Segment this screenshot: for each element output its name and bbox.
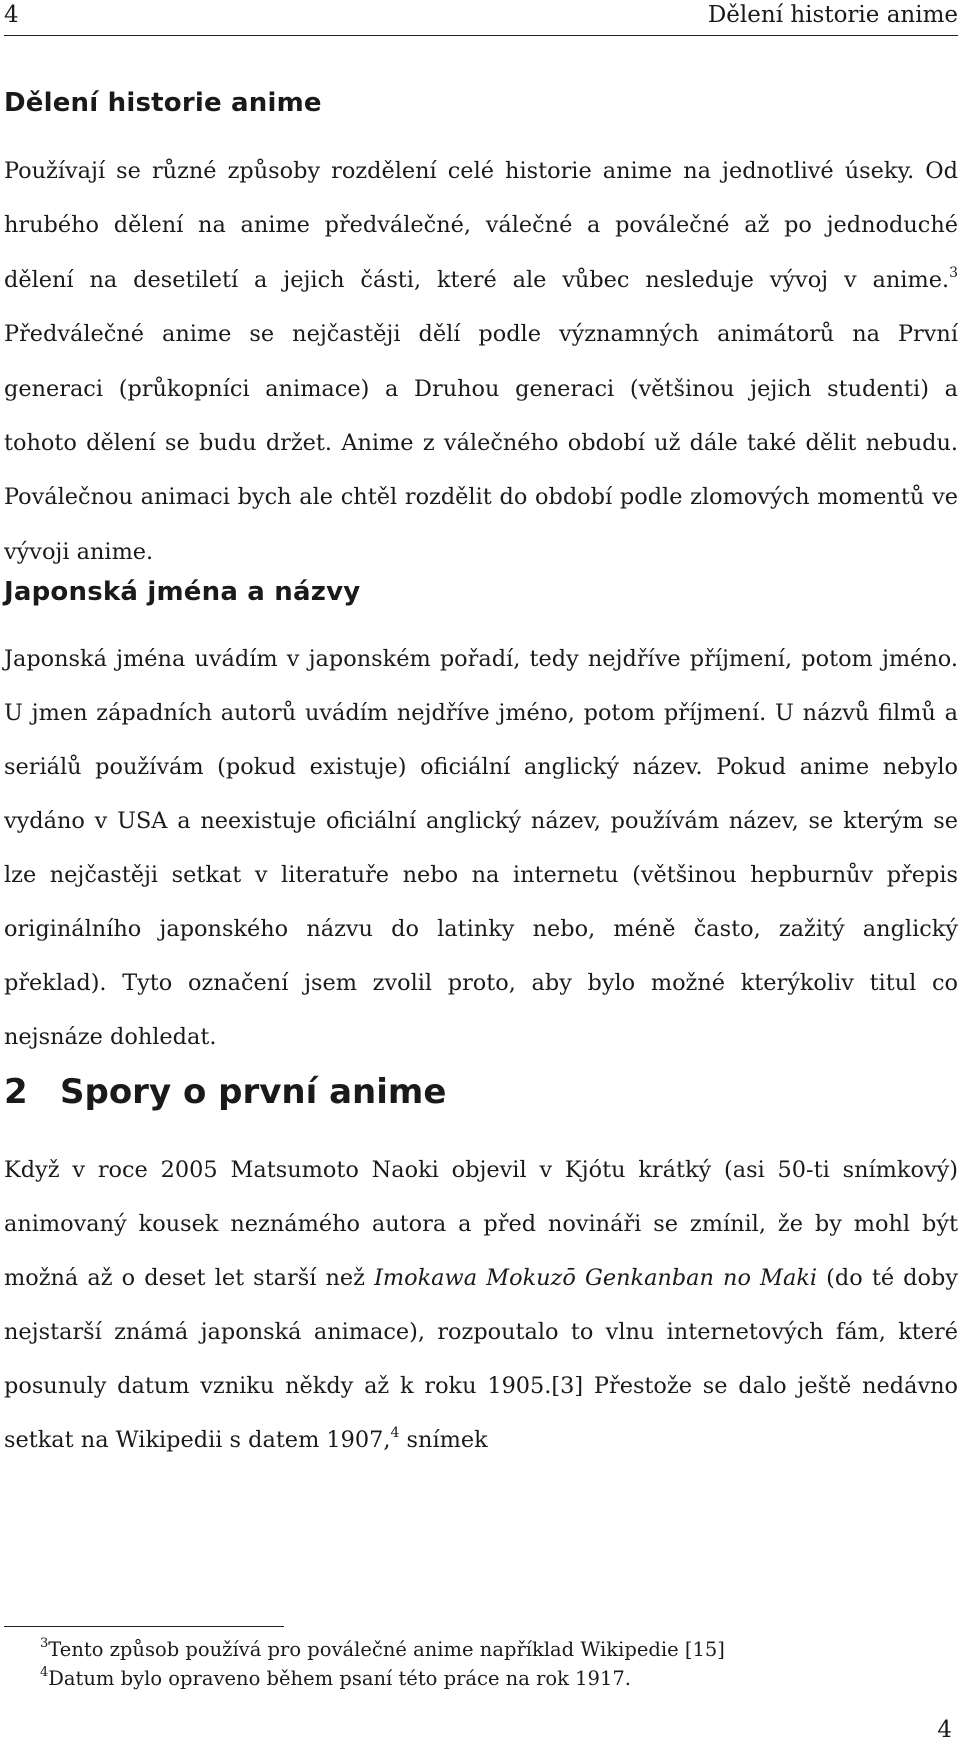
footnote-mark: 4: [40, 1665, 49, 1680]
running-header: [2, 2, 960, 32]
chapter-title: Spory o první anime: [60, 1072, 447, 1112]
footnote-mark: 3: [40, 1636, 49, 1651]
paragraph-text: Předválečné anime se nejčastěji dělí podle významných animátorů na První generaci (průkopníci animace) a Druhou generaci (většinou jejich studenti) a tohoto dělení se budu držet. Anime z válečného období už dále také dělit nebudu. Poválečnou animaci bych ale chtěl rozdělit do období podle zlomových momentů ve vývoji anime.: [4, 321, 958, 565]
header-page-number: 4: [4, 2, 19, 28]
paragraph-text: Když v roce 2005 Matsumoto Naoki objevil v Kjótu krátký (asi 50-ti snímkový) animovaný kousek neznámého autora a před novináři se zmínil, že by mohl být možná až o deset let starší než: [4, 1157, 958, 1291]
paragraph-division: [4, 144, 958, 579]
film-title: Imokawa Mokuzō Genkanban no Maki: [374, 1265, 818, 1291]
footnote-3: [40, 1638, 725, 1662]
header-rule: [4, 35, 958, 36]
paragraph-chapter: [4, 1143, 958, 1467]
footnote-ref-3[interactable]: 3: [949, 264, 958, 281]
chapter-number: 2: [4, 1072, 28, 1112]
paragraph-text: snímek: [399, 1427, 488, 1453]
paragraph-text: (do té doby nejstarší známá japonská animace), rozpoutalo to vlnu internetových fám, které posunuly datum vzniku někdy až k roku 1905.[3] Přestože se dalo ještě nedávno setkat na Wikipedii s datem 1907,: [4, 1265, 958, 1453]
paragraph-text: Používají se různé způsoby rozdělení celé historie anime na jednotlivé úseky. Od hrubého dělení na anime předválečné, válečné a poválečné až po jednoduché dělení na desetiletí a jejich části, které ale vůbec nesleduje vývoj v anime.: [4, 158, 958, 293]
footnote-rule: [4, 1626, 284, 1627]
footnote-ref-4[interactable]: 4: [390, 1425, 400, 1441]
chapter-heading: [4, 1072, 958, 1112]
section-heading-names: Japonská jména a názvy: [4, 577, 361, 607]
paragraph-names: Japonská jména uvádím v japonském pořadí, tedy nejdříve příjmení, potom jméno. U jmen západních autorů uvádím nejdříve jméno, potom příjmení. U názvů filmů a seriálů používám (pokud existuje) oficiální anglický název. Pokud anime nebylo vydáno v USA a neexistuje oficiální anglický název, používám název, se kterým se lze nejčastěji setkat v literatuře nebo na internetu (většinou hepburnův přepis originálního japonského názvu do latinky nebo, méně často, zažitý anglický překlad). Tyto označení jsem zvolil proto, aby bylo možné kterýkoliv titul co nejsnáze dohledat.: [4, 646, 958, 1050]
section-heading-division: Dělení historie anime: [4, 88, 322, 118]
footnote-text: Datum bylo opraveno během psaní této práce na rok 1917.: [48, 1667, 631, 1690]
header-running-title: Dělení historie anime: [707, 2, 958, 28]
footer-page-number: 4: [937, 1717, 952, 1743]
footnote-text: Tento způsob používá pro poválečné anime například Wikipedie [15]: [48, 1638, 725, 1661]
footnote-4: [40, 1667, 631, 1691]
